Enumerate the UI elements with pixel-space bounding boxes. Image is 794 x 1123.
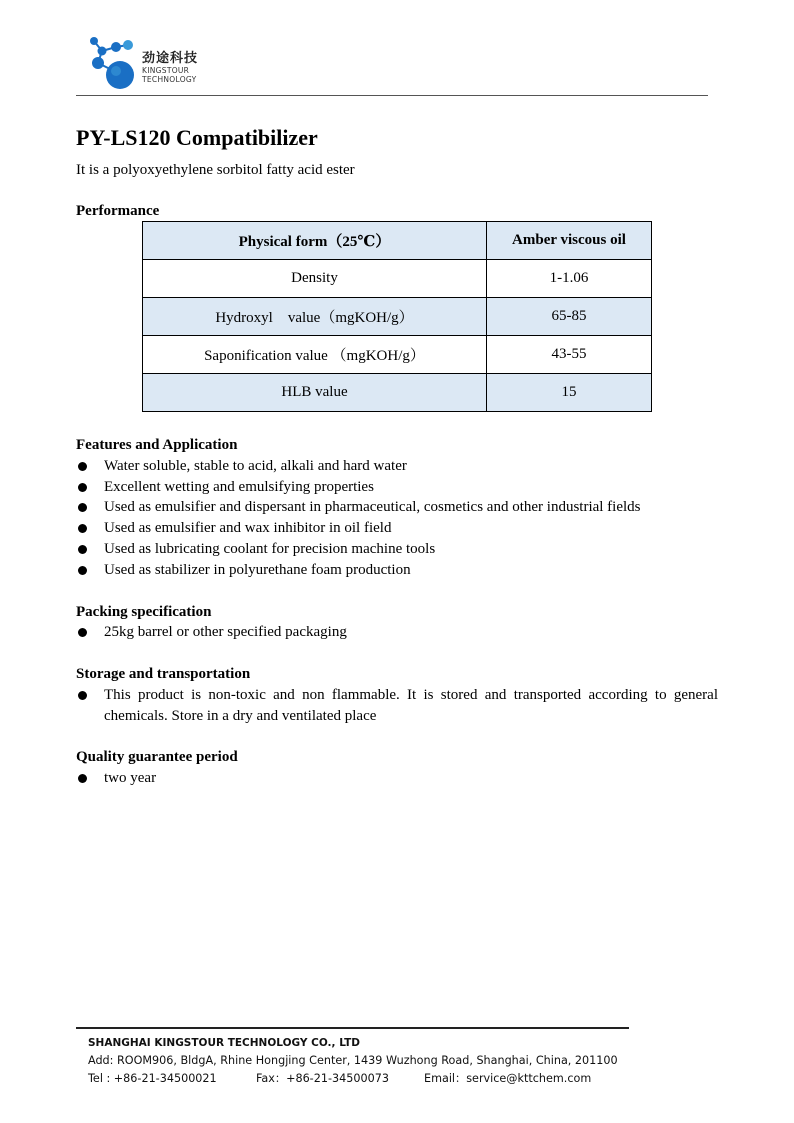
table-cell-value: 65-85	[487, 298, 652, 336]
bullet-icon	[78, 545, 87, 554]
footer-fax: Fax：+86-21-34500073	[256, 1072, 389, 1085]
company-logo	[82, 33, 222, 91]
footer-divider	[76, 1027, 629, 1029]
list-item	[76, 518, 718, 539]
list-item-text: This product is non-toxic and non flammable. It is stored and transported according to general chemicals. Store in a dry and ventilated place	[104, 687, 718, 724]
footer-tel: Tel : +86-21-34500021	[88, 1072, 217, 1085]
performance-heading: Performance	[76, 203, 160, 219]
logo-name-cn: 劲途科技	[142, 51, 199, 66]
table-cell-value: Amber viscous oil	[487, 222, 652, 260]
footer-contact	[88, 1070, 618, 1088]
table-cell-value: 43-55	[487, 336, 652, 374]
list-item-text: two year	[104, 770, 157, 786]
storage-list	[76, 685, 718, 726]
logo-name-en-line2: TECHNOLOGY	[142, 75, 197, 84]
bullet-icon	[78, 524, 87, 533]
list-item	[76, 768, 718, 789]
bullet-icon	[78, 483, 87, 492]
document-title: PY-LS120 Compatibilizer	[76, 125, 318, 150]
bullet-icon	[78, 566, 87, 575]
storage-heading: Storage and transportation	[76, 666, 251, 682]
footer-email: Email：service@kttchem.com	[424, 1072, 592, 1085]
bullet-icon	[78, 503, 87, 512]
table-cell-label: Physical form（25℃）	[143, 222, 487, 260]
table-row	[143, 374, 652, 412]
table-row	[143, 222, 652, 260]
list-item	[76, 685, 718, 726]
bullet-icon	[78, 774, 87, 783]
bullet-icon	[78, 628, 87, 637]
header-divider	[76, 95, 708, 96]
logo-name-en-line1: KINGSTOUR	[142, 66, 190, 75]
quality-heading: Quality guarantee period	[76, 749, 238, 765]
table-cell-label: Saponification value （mgKOH/g）	[143, 336, 487, 374]
list-item	[76, 456, 718, 477]
document-subtitle: It is a polyoxyethylene sorbitol fatty acid ester	[76, 162, 355, 178]
molecule-logo-icon	[82, 33, 142, 91]
table-cell-value: 1-1.06	[487, 260, 652, 298]
footer-address: Add: ROOM906, BldgA, Rhine Hongjing Center, 1439 Wuzhong Road, Shanghai, China, 201100	[88, 1054, 618, 1067]
list-item	[76, 560, 718, 581]
table-row	[143, 336, 652, 374]
list-item	[76, 622, 718, 643]
list-item-text: Excellent wetting and emulsifying properties	[104, 478, 374, 495]
list-item	[76, 539, 718, 560]
packing-heading: Packing specification	[76, 604, 212, 620]
list-item-text: Used as stabilizer in polyurethane foam production	[104, 561, 411, 578]
list-item-text: Used as emulsifier and wax inhibitor in oil field	[104, 520, 392, 537]
list-item-text: Used as emulsifier and dispersant in pharmaceutical, cosmetics and other industrial fields	[104, 499, 641, 516]
performance-table	[142, 221, 652, 412]
table-cell-label: HLB value	[143, 374, 487, 412]
table-row	[143, 298, 652, 336]
quality-list	[76, 768, 718, 789]
table-cell-label: Density	[143, 260, 487, 298]
bullet-icon	[78, 691, 87, 700]
features-list	[76, 456, 718, 580]
footer-company: SHANGHAI KINGSTOUR TECHNOLOGY CO., LTD	[88, 1037, 361, 1049]
list-item	[76, 477, 718, 498]
packing-list	[76, 622, 718, 643]
list-item-text: Water soluble, stable to acid, alkali and hard water	[104, 458, 407, 474]
list-item	[76, 497, 718, 518]
footer	[88, 1034, 618, 1088]
list-item-text: Used as lubricating coolant for precision machine tools	[104, 540, 436, 557]
features-heading: Features and Application	[76, 437, 238, 453]
list-item-text: 25kg barrel or other specified packaging	[104, 624, 347, 640]
bullet-icon	[78, 462, 87, 471]
table-row	[143, 260, 652, 298]
table-cell-value: 15	[487, 374, 652, 412]
table-cell-label: Hydroxyl value（mgKOH/g）	[143, 298, 487, 336]
